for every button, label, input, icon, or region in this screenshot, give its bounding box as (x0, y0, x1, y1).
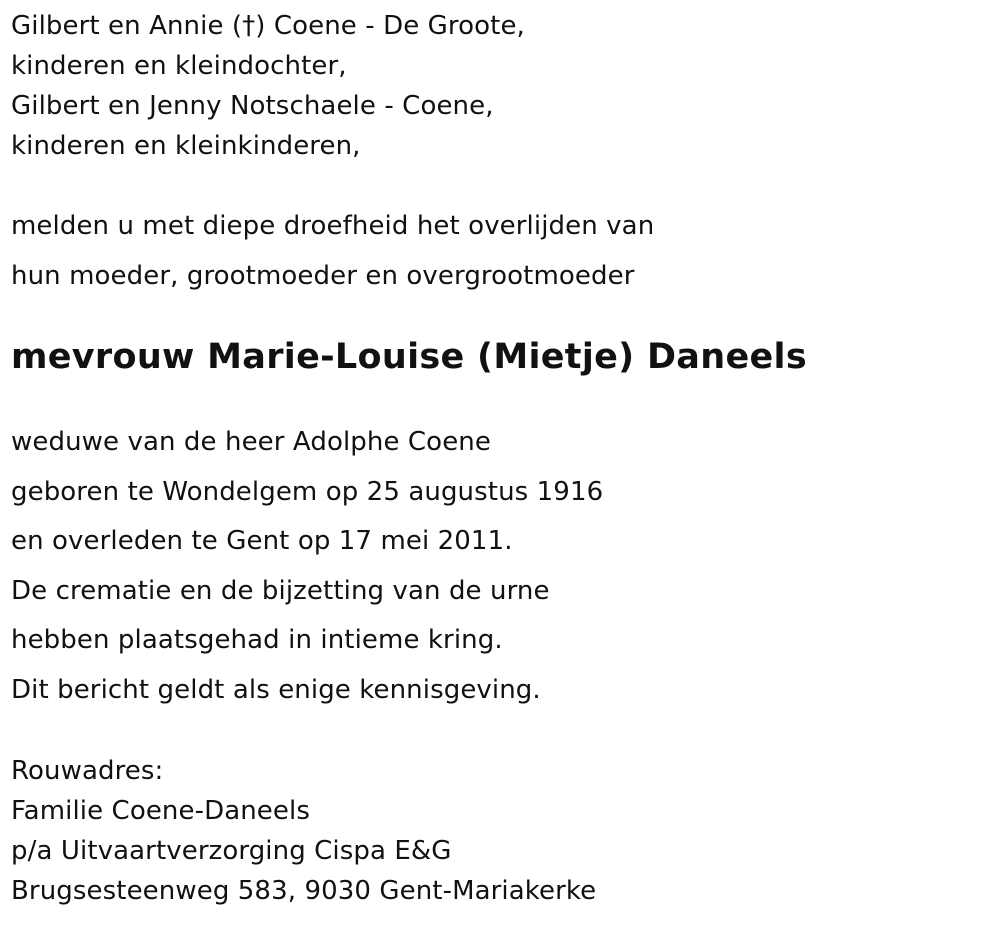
announcement-line: melden u met diepe droefheid het overlijden van (11, 211, 655, 241)
family-line: kinderen en kleinkinderen, (11, 131, 361, 161)
details-line: en overleden te Gent op 17 mei 2011. (11, 526, 513, 557)
announcement-line: hun moeder, grootmoeder en overgrootmoeder (11, 261, 635, 291)
details-line: De crematie en de bijzetting van de urne (11, 575, 550, 606)
details-line: weduwe van de heer Adolphe Coene (11, 427, 491, 457)
details-line: hebben plaatsgehad in intieme kring. (11, 625, 503, 656)
announcement-block (11, 201, 654, 301)
address-line: Rouwadres: (11, 756, 164, 786)
family-block (11, 6, 525, 166)
family-line: kinderen en kleindochter, (11, 51, 347, 81)
details-block (11, 418, 603, 716)
details-line: geboren te Wondelgem op 25 augustus 1916 (11, 476, 604, 507)
address-block (11, 751, 596, 911)
family-line: Gilbert en Jenny Notschaele - Coene, (11, 91, 494, 121)
address-line: p/a Uitvaartverzorging Cispa E&G (11, 836, 452, 866)
deceased-name: mevrouw Marie-Louise (Mietje) Daneels (11, 337, 807, 377)
details-line: Dit bericht geldt als enige kennisgeving. (11, 674, 541, 705)
family-line: Gilbert en Annie (†) Coene - De Groote, (11, 11, 525, 41)
address-line: Brugsesteenweg 583, 9030 Gent-Mariakerke (11, 876, 597, 906)
address-line: Familie Coene-Daneels (11, 796, 310, 826)
